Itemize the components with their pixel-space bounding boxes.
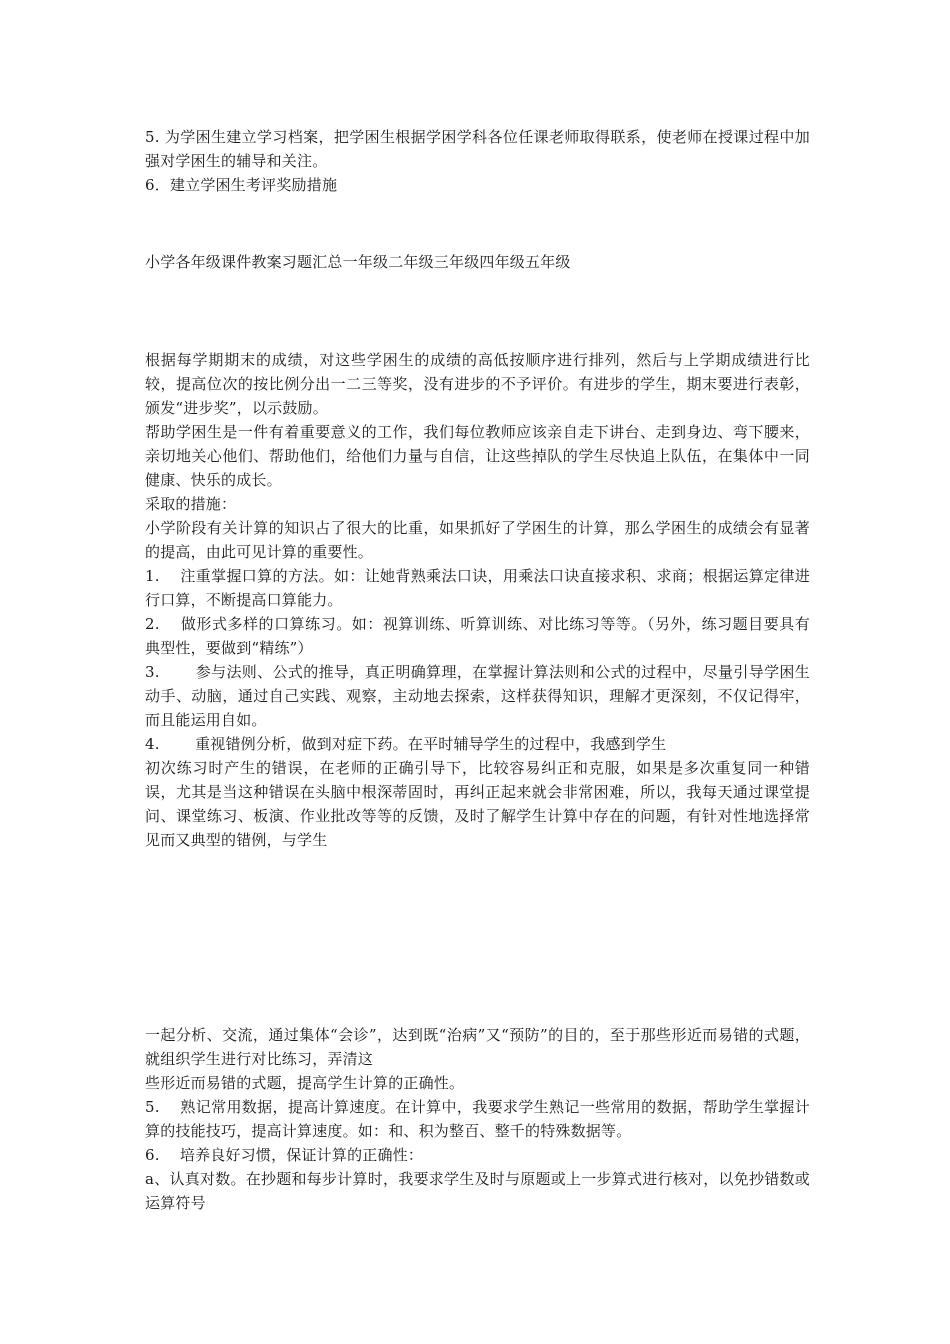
paragraph: a、认真对数。在抄题和每步计算时，我要求学生及时与原题或上一步算式进行核对，以免抄错数或运算符号 bbox=[145, 1170, 810, 1212]
paragraph: 帮助学困生是一件有着重要意义的工作，我们每位教师应该亲自走下讲台、走到身边、弯下腰来，亲切地关心他们、帮助他们，给他们力量与自信，让这些掉队的学生尽快追上队伍，在集体中一同健康、快乐的成长。 bbox=[145, 423, 810, 489]
list-item: 2. 做形式多样的口算练习。如：视算训练、听算训练、对比练习等等。（另外，练习题目要具有典型性，要做到“精练”） bbox=[145, 615, 810, 657]
paragraph: 5. 为学困生建立学习档案，把学困生根据学困学科各位任课老师取得联系，使老师在授课过程中加强对学困生的辅导和关注。 bbox=[145, 128, 810, 170]
list-item: 3. 参与法则、公式的推导，真正明确算理，在掌握计算法则和公式的过程中，尽量引导学困生动手、动脑，通过自己实践、观察，主动地去探索，这样获得知识，理解才更深刻，不仅记得牢，而且能运用自如。 bbox=[145, 663, 810, 729]
paragraph: 小学阶段有关计算的知识占了很大的比重，如果抓好了学困生的计算，那么学困生的成绩会有显著的提高，由此可见计算的重要性。 bbox=[145, 519, 810, 561]
section-archive-measures bbox=[145, 125, 810, 197]
paragraph: 6．建立学困生考评奖励措施 bbox=[145, 176, 338, 194]
heading-text: 小学各年级课件教案习题汇总一年级二年级三年级四年级五年级 bbox=[145, 253, 571, 271]
list-item: 4. 重视错例分析，做到对症下药。在平时辅导学生的过程中，我感到学生 bbox=[145, 735, 667, 753]
section-main-body bbox=[145, 348, 810, 852]
section-continued-body bbox=[145, 1023, 810, 1215]
list-item: 6. 培养良好习惯，保证计算的正确性： bbox=[145, 1146, 424, 1164]
list-item: 5. 熟记常用数据，提高计算速度。在计算中，我要求学生熟记一些常用的数据，帮助学生掌握计算的技能技巧，提高计算速度。如：和、积为整百、整千的特殊数据等。 bbox=[145, 1098, 810, 1140]
paragraph: 一起分析、交流，通过集体“会诊”，达到既“治病”又“预防”的目的，至于那些形近而易错的式题，就组织学生进行对比练习，弄清这 bbox=[145, 1026, 810, 1068]
paragraph: 根据每学期期末的成绩，对这些学困生的成绩的高低按顺序进行排列，然后与上学期成绩进行比较，提高位次的按比例分出一二三等奖，没有进步的不予评价。有进步的学生，期末要进行表彰，颁发“进步奖”，以示鼓励。 bbox=[145, 351, 810, 417]
paragraph: 采取的措施： bbox=[145, 495, 237, 513]
list-item: 1. 注重掌握口算的方法。如：让她背熟乘法口诀，用乘法口诀直接求积、求商；根据运算定律进行口算，不断提高口算能力。 bbox=[145, 567, 810, 609]
section-heading-line bbox=[145, 250, 810, 274]
paragraph: 初次练习时产生的错误，在老师的正确引导下，比较容易纠正和克服，如果是多次重复同一种错误，尤其是当这种错误在头脑中根深蒂固时，再纠正起来就会非常困难，所以，我每天通过课堂提问、课堂练习、板演、作业批改等等的反馈，及时了解学生计算中存在的问题，有针对性地选择常见而又典型的错例，与学生 bbox=[145, 759, 810, 849]
paragraph: 些形近而易错的式题，提高学生计算的正确性。 bbox=[145, 1074, 465, 1092]
